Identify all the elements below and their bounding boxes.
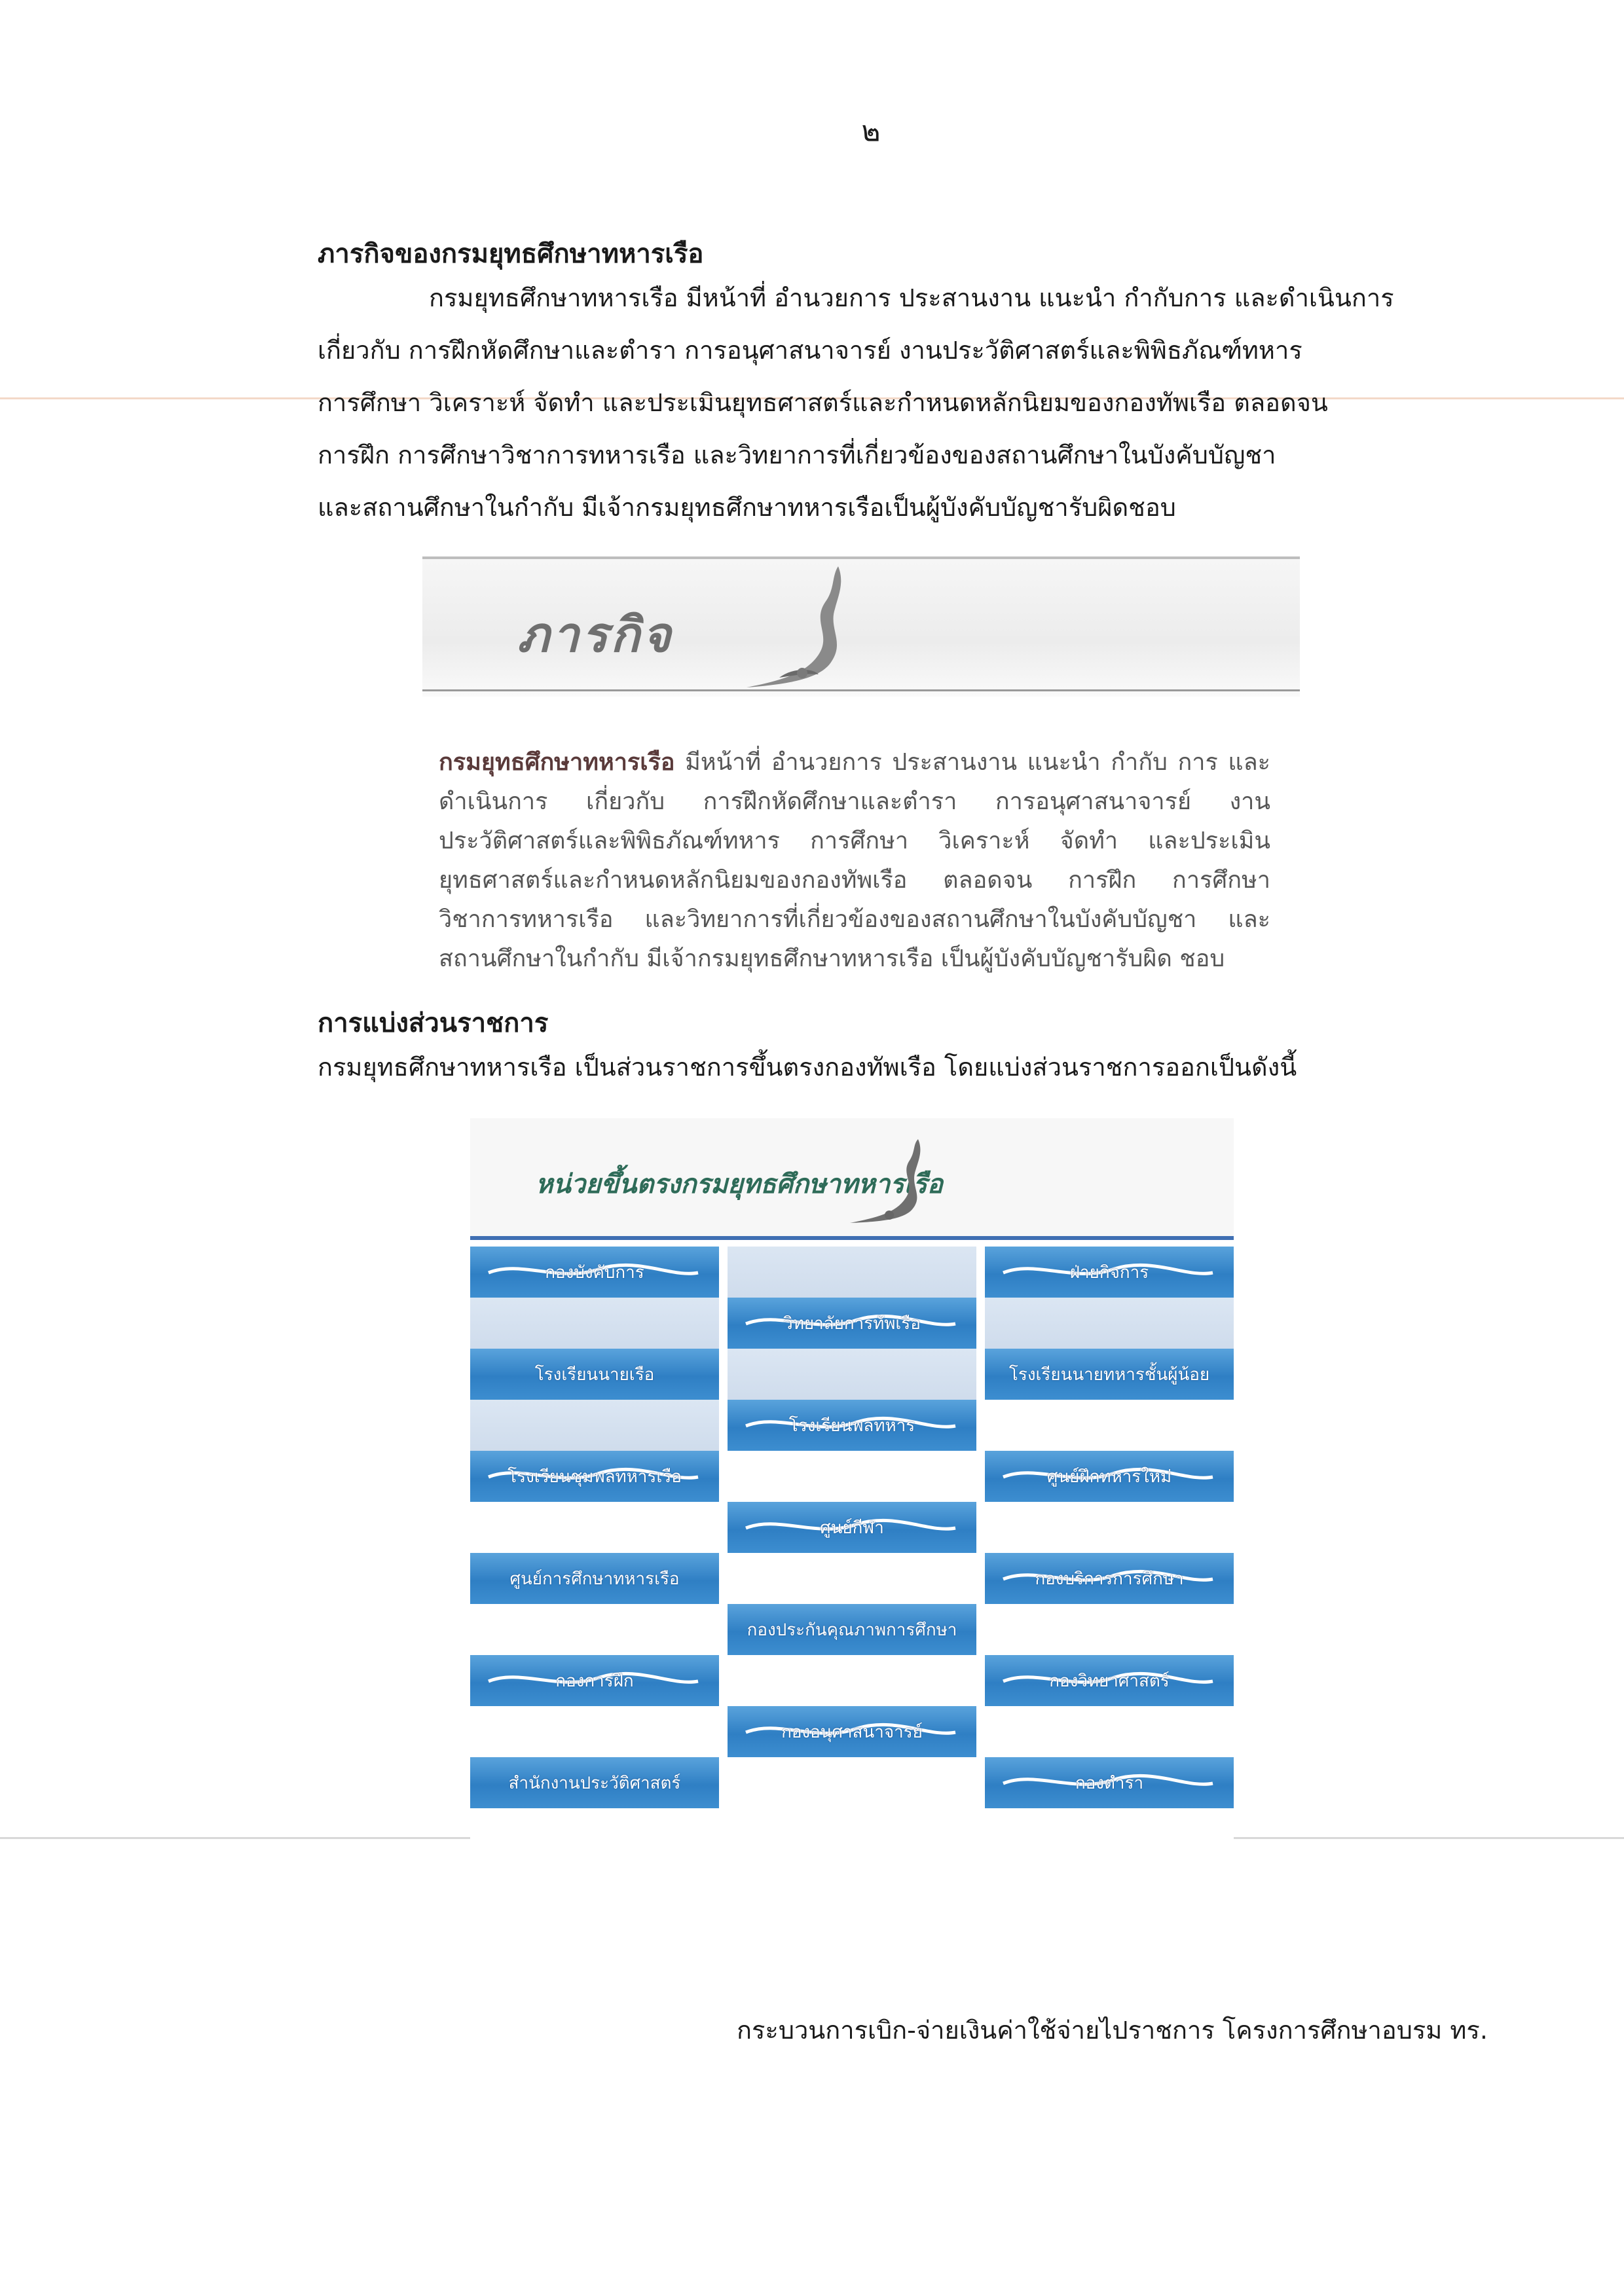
- division-cell: [470, 1553, 719, 1604]
- thai-ornament-icon: [843, 1138, 929, 1230]
- division-chart-header: [470, 1118, 1234, 1240]
- division-cell: [470, 1349, 719, 1400]
- division-label: ศูนย์กีฬา: [820, 1518, 884, 1538]
- division-cell: [728, 1298, 976, 1349]
- division-label: กองการฝึก: [555, 1671, 634, 1691]
- division-cell: [470, 1655, 719, 1706]
- division-label: ศูนย์การศึกษาทหารเรือ: [509, 1569, 680, 1589]
- mission-lead: กรมยุทธศึกษาทหารเรือ: [439, 749, 675, 776]
- division-cell: [985, 1349, 1234, 1400]
- page-footer: กระบวนการเบิก-จ่ายเงินค่าใช้จ่ายไปราชการ โครงการศึกษาอบรม ทร.: [737, 2016, 1488, 2045]
- division-cell: [728, 1502, 976, 1553]
- division-label: โรงเรียนนายเรือ: [534, 1364, 655, 1385]
- division-cell: [728, 1706, 976, 1757]
- division-cell: [985, 1757, 1234, 1808]
- division-label: ศูนย์ฝึกทหารใหม่: [1046, 1467, 1172, 1487]
- division-cell-empty: [470, 1400, 719, 1451]
- division-label: กองบังคับการ: [545, 1262, 644, 1283]
- page-number: ๒: [861, 115, 881, 148]
- division-cell: [470, 1757, 719, 1808]
- division-cell: [470, 1451, 719, 1502]
- division-cell: [985, 1247, 1234, 1298]
- division-chart: [470, 1118, 1234, 1878]
- division-grid: [470, 1247, 1234, 1862]
- division-label: กองอนุศาสนาจารย์: [781, 1722, 923, 1742]
- division-label: กองตำรา: [1075, 1773, 1144, 1793]
- mission-banner-rule: [422, 689, 1300, 691]
- divisions-paragraph: กรมยุทธศึกษาทหารเรือ เป็นส่วนราชการขึ้นตรงกองทัพเรือ โดยแบ่งส่วนราชการออกเป็นดังนี้: [318, 1053, 1297, 1082]
- mission-body: มีหน้าที่ อำนวยการ ประสานงาน แนะนำ กำกับ การ และดำเนินการ เกี่ยวกับ การฝึกหัดศึกษาและตำรา การอนุศาสนาจารย์ งานประวัติศาสตร์และพิพิธภัณฑ์ทหาร การศึกษา วิเคราะห์ จัดทำ และประเมิน ยุทธศาสตร์และกำหนดหลักนิยมของกองทัพเรือ ตลอดจน การฝึก การศึกษา วิชาการทหารเรือ และวิทยาการที่เกี่ยวข้องของสถานศึกษาในบังคับบัญชา และ สถานศึกษาในกำกับ มีเจ้ากรมยุทธศึกษาทหารเรือ เป็นผู้บังคับบัญชารับผิด ชอบ: [439, 749, 1270, 972]
- division-label: สำนักงานประวัติศาสตร์: [508, 1773, 681, 1793]
- thai-ornament-icon: [740, 563, 851, 694]
- paragraph-line: การฝึก การศึกษาวิชาการทหารเรือ และวิทยาการที่เกี่ยวข้องของสถานศึกษาในบังคับบัญชา: [318, 441, 1276, 469]
- paragraph-line: และสถานศึกษาในกำกับ มีเจ้ากรมยุทธศึกษาทหารเรือเป็นผู้บังคับบัญชารับผิดชอบ: [318, 493, 1176, 522]
- division-cell: [985, 1451, 1234, 1502]
- division-label: โรงเรียนชุมพลทหารเรือ: [507, 1467, 682, 1487]
- mission-banner-text: [439, 743, 1270, 979]
- division-label: ฝ่ายกิจการ: [1069, 1262, 1149, 1283]
- division-label: โรงเรียนนายทหารชั้นผู้น้อย: [1008, 1364, 1210, 1385]
- division-label: กองวิทยาศาสตร์: [1049, 1671, 1170, 1691]
- section-heading-mission: ภารกิจของกรมยุทธศึกษาทหารเรือ: [318, 239, 704, 269]
- division-label: โรงเรียนพลทหาร: [788, 1415, 915, 1436]
- paragraph-line: กรมยุทธศึกษาทหารเรือ มีหน้าที่ อำนวยการ ประสานงาน แนะนำ กำกับการ และดำเนินการ: [429, 283, 1394, 312]
- division-chart-title: หน่วยขึ้นตรงกรมยุทธศึกษาทหารเรือ: [536, 1169, 943, 1199]
- division-cell: [985, 1553, 1234, 1604]
- section-heading-divisions: การแบ่งส่วนราชการ: [318, 1008, 549, 1038]
- division-label: วิทยาลัยการทัพเรือ: [783, 1313, 921, 1334]
- division-cell: [470, 1247, 719, 1298]
- division-cell-empty: [470, 1298, 719, 1349]
- division-cell-empty: [728, 1349, 976, 1400]
- mission-paragraph: [318, 272, 1411, 534]
- division-cell: [728, 1604, 976, 1655]
- division-label: กองบริการการศึกษา: [1035, 1569, 1184, 1589]
- division-label: กองประกันคุณภาพการศึกษา: [747, 1620, 957, 1640]
- division-cell-empty: [728, 1247, 976, 1298]
- division-cell: [728, 1400, 976, 1451]
- paragraph-line: การศึกษา วิเคราะห์ จัดทำ และประเมินยุทธศาสตร์และกำหนดหลักนิยมของกองทัพเรือ ตลอดจน: [318, 388, 1328, 417]
- paragraph-line: เกี่ยวกับ การฝึกหัดศึกษาและตำรา การอนุศาสนาจารย์ งานประวัติศาสตร์และพิพิธภัณฑ์ทหาร: [318, 336, 1302, 365]
- mission-banner-title: ภารกิจ: [517, 607, 674, 663]
- division-cell-empty: [985, 1298, 1234, 1349]
- division-cell: [985, 1655, 1234, 1706]
